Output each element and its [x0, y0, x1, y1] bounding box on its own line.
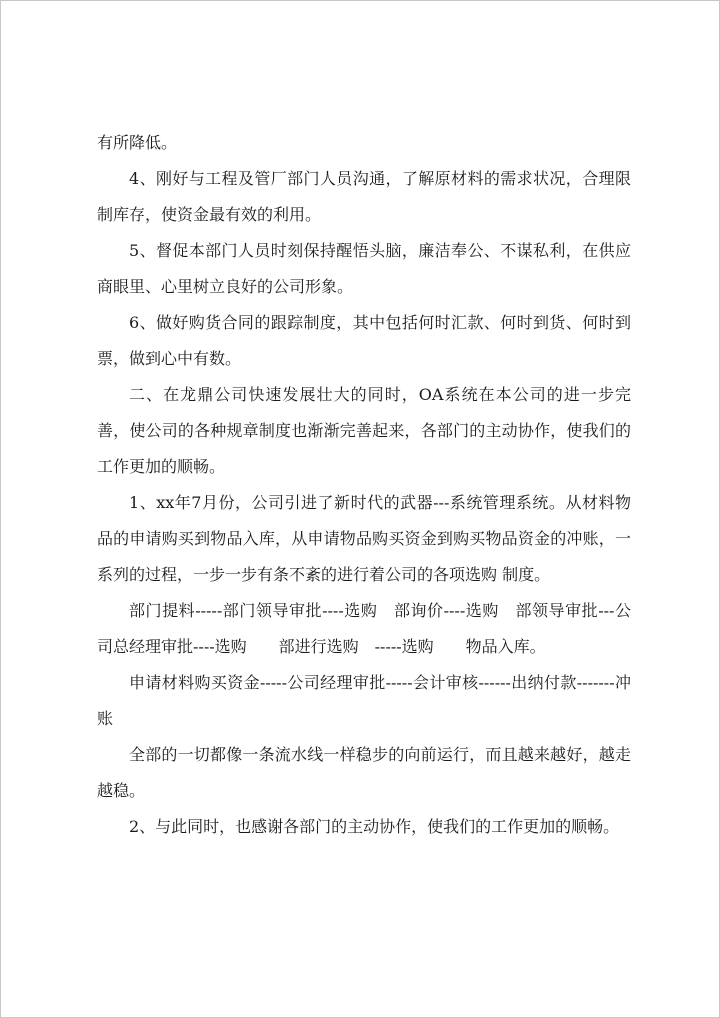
- paragraph-summary: 全部的一切都像一条流水线一样稳步的向前运行，而且越来越好，越走越稳。: [97, 745, 631, 800]
- paragraph-item-5: 5、督促本部门人员时刻保持醒悟头脑，廉洁奉公、不谋私利，在供应商眼里、心里树立良好的公司形象。: [97, 241, 631, 296]
- paragraph-continuation: 有所降低。: [97, 133, 178, 152]
- paragraph-item-6: 6、做好购货合同的跟踪制度，其中包括何时汇款、何时到货、何时到票，做到心中有数。: [97, 313, 631, 368]
- paragraph-subitem-1: 1、xx年7月份，公司引进了新时代的武器---系统管理系统。从材料物品的申请购买到物品入库，从申请物品购买资金到购买物品资金的冲账，一系列的过程，一步一步有条不紊的进行着公司的各项选购 制度。: [97, 493, 631, 584]
- document-body: [97, 125, 631, 845]
- paragraph-funding-flow: 申请材料购买资金-----公司经理审批-----会计审核------出纳付款-------冲账: [97, 673, 631, 728]
- paragraph-section-2: 二、在龙鼎公司快速发展壮大的同时，OA系统在本公司的进一步完善，使公司的各种规章制度也渐渐完善起来，各部门的主动协作，使我们的工作更加的顺畅。: [97, 385, 631, 476]
- paragraph-subitem-2: 2、与此同时，也感谢各部门的主动协作，使我们的工作更加的顺畅。: [129, 817, 620, 836]
- paragraph-item-4: 4、刚好与工程及管厂部门人员沟通，了解原材料的需求状况，合理限制库存，使资金最有效的利用。: [97, 169, 631, 224]
- paragraph-procurement-flow: 部门提料-----部门领导审批----选购 部询价----选购 部领导审批---公司总经理审批----选购 部进行选购 -----选购 物品入库。: [97, 601, 631, 656]
